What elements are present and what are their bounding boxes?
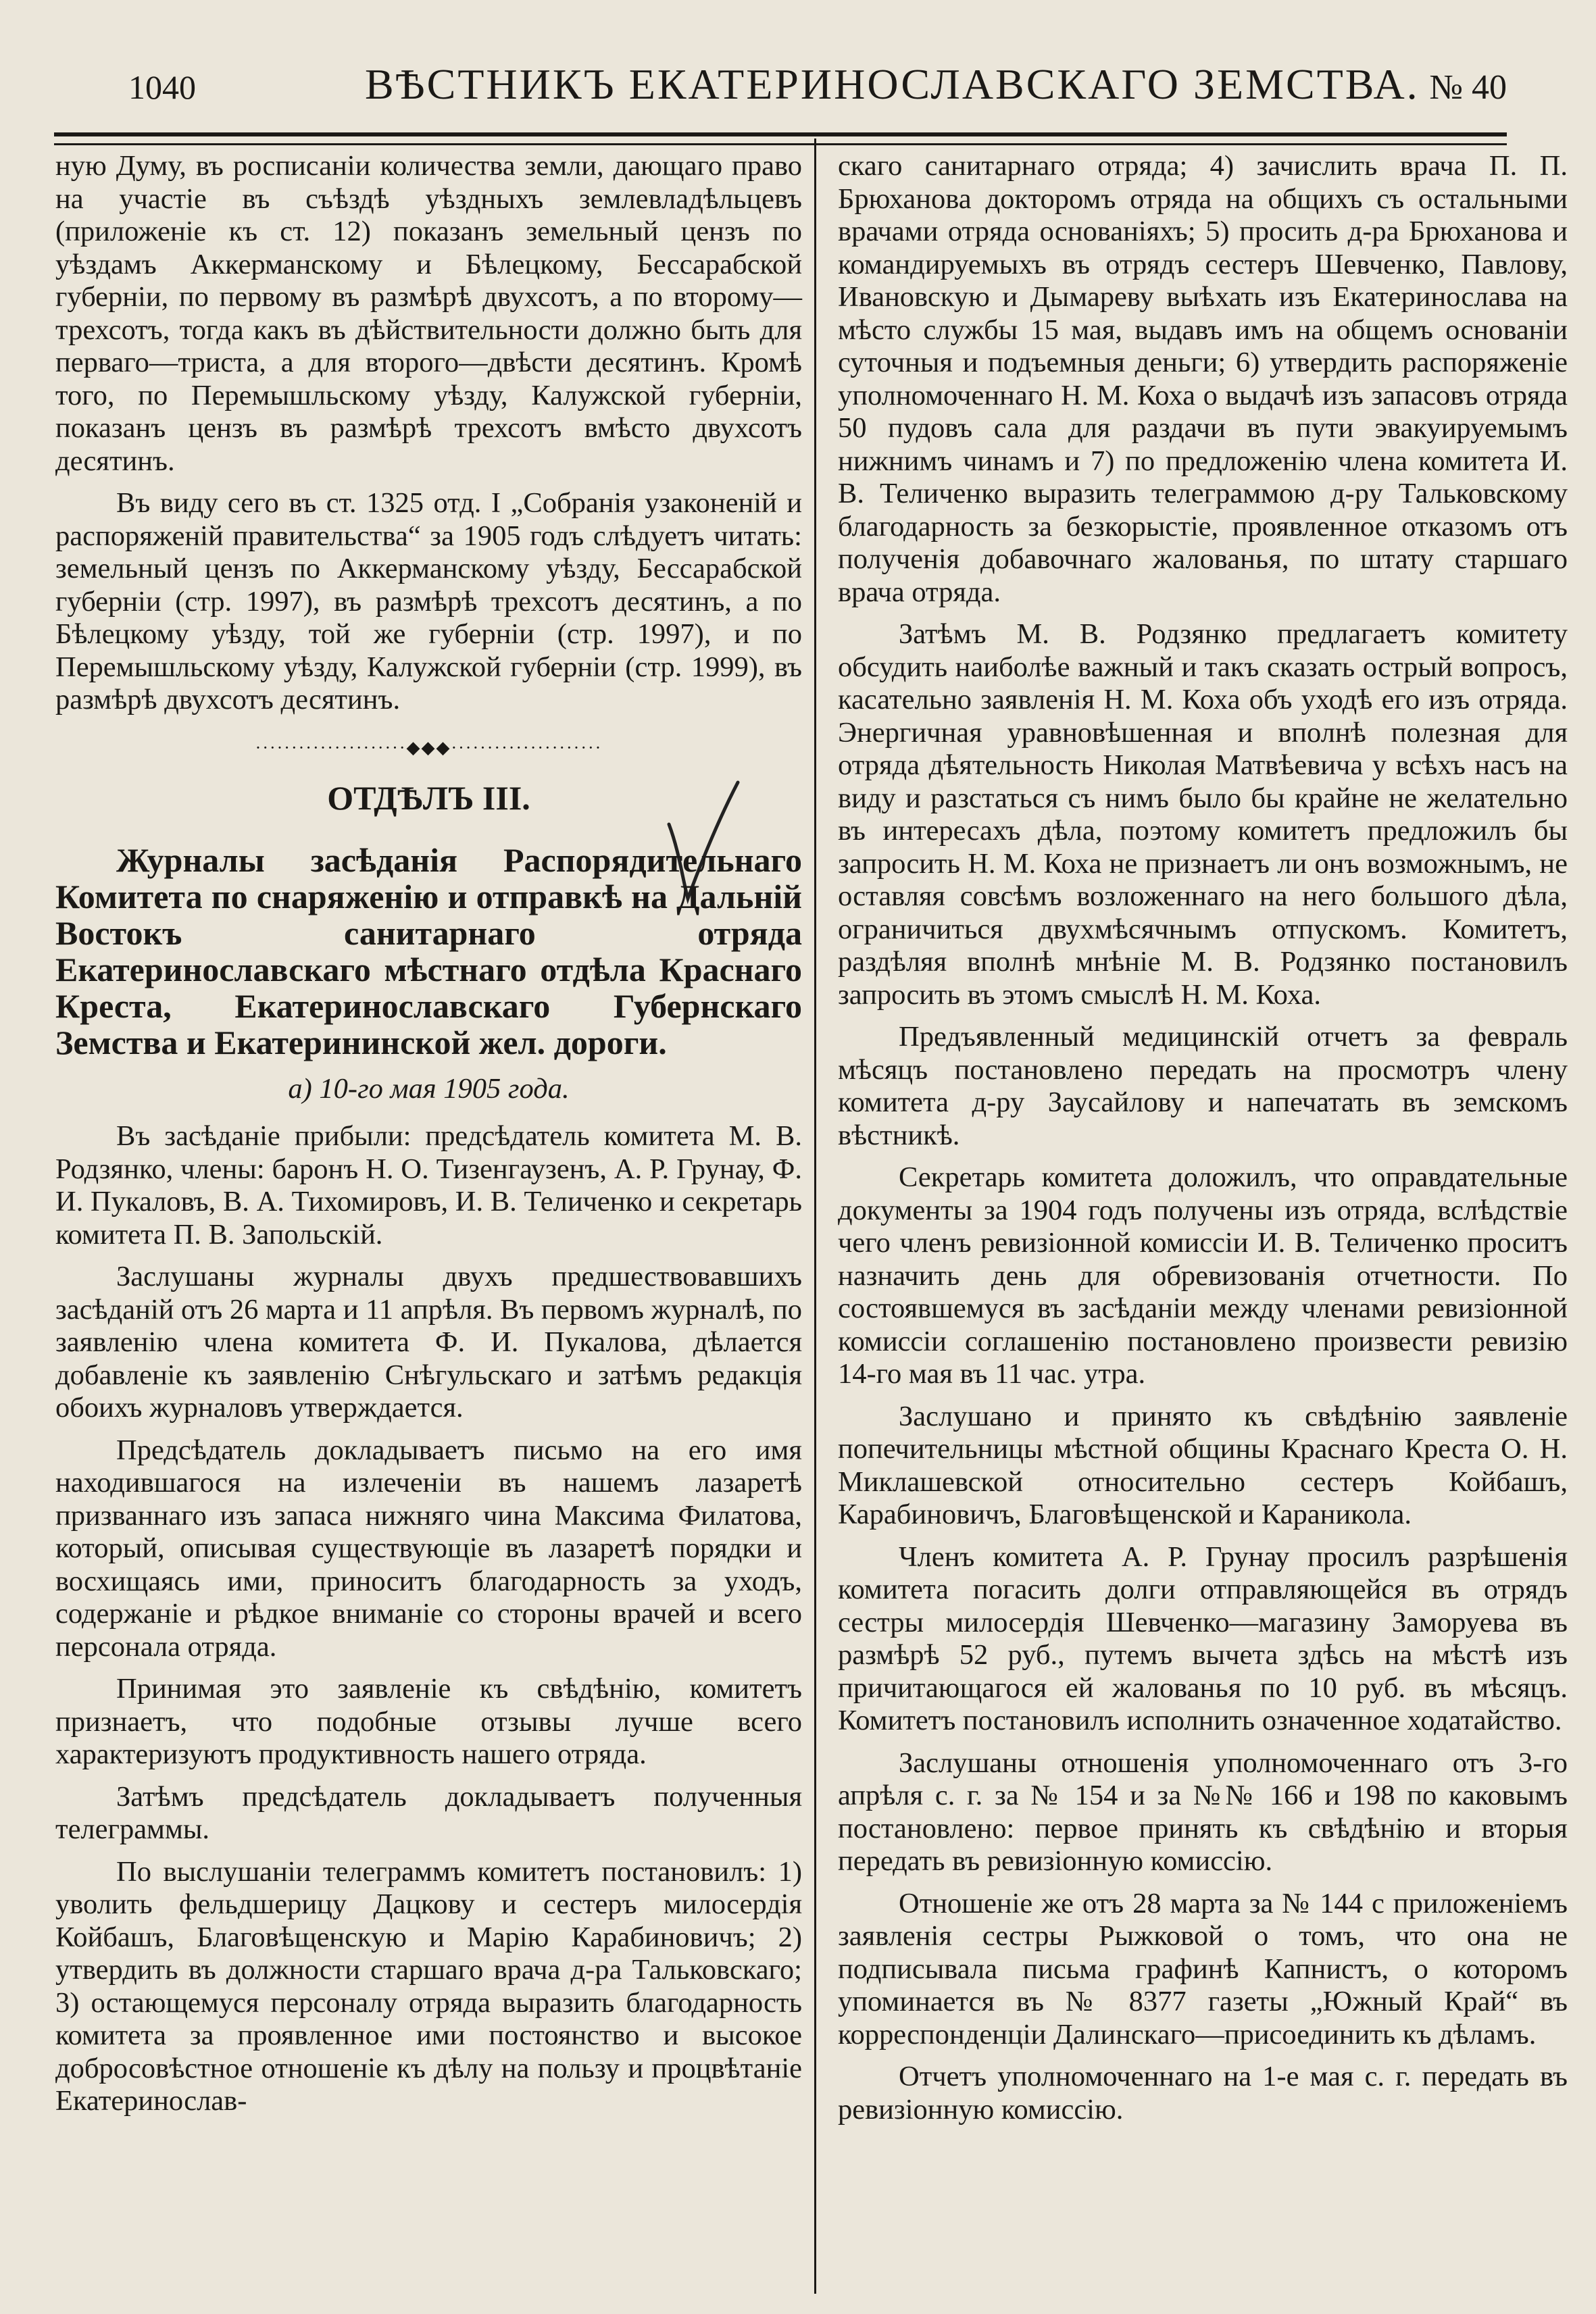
journal-title: ВѢСТНИКЪ ЕКАТЕРИНОСЛАВСКАГО ЗЕМСТВА. [365, 60, 1420, 108]
right-column [838, 150, 1568, 2126]
page-number: 1040 [128, 68, 196, 106]
issue-number: № 40 [1429, 68, 1507, 107]
section-title: ОТДѢЛЪ III. [327, 779, 530, 817]
paragraph: Заслушаны журналы двухъ предшествовавшихъ засѣданій отъ 26 марта и 11 апрѣля. Въ первомъ журналѣ, по заявленію члена комитета Ф. И. Пукалова, дѣлается добавленіе къ заявленію Снѣгульскаго и затѣмъ редакція обоихъ журналовъ утверждается. [55, 1261, 802, 1424]
paragraph: Заслушаны отношенія уполномоченнаго отъ 3-го апрѣля с. г. за № 154 и за №№ 166 и 198 по каковымъ постановлено: первое принять къ свѣдѣнію и вторыя передать въ ревизіонную комиссію. [838, 1746, 1568, 1877]
paragraph: Секретарь комитета доложилъ, что оправдательные документы за 1904 годъ получены изъ отряда, вслѣдствіе чего членъ ревизіонной комиссіи И. В. Теличенко проситъ назначить день для обревизованія отчетности. По состоявшемуся въ засѣданіи между членами ревизіонной комиссіи соглашенію постановлено произвести ревизію 14-го мая въ 11 час. утра. [838, 1161, 1568, 1390]
column-divider [814, 139, 816, 2294]
paragraph: Отношеніе же отъ 28 марта за № 144 с приложеніемъ заявленія сестры Рыжковой о томъ, что она не подписывала письма графинѣ Капнистъ, о которомъ упоминается въ № 8377 газеты „Южный Край“ въ корреспонденціи Далинскаго—присоединить къ дѣламъ. [838, 1887, 1568, 2051]
paragraph: Принимая это заявленіе къ свѣдѣнію, комитетъ признаетъ, что подобные отзывы лучше всего характеризуютъ продуктивность нашего отряда. [55, 1673, 802, 1770]
paragraph: Въ виду сего въ ст. 1325 отд. I „Собранія узаконеній и распоряженій правительства“ за 1905 годъ слѣдуетъ читать: земельный цензъ по Аккерманскому уѣзду, Бессарабской губерніи (стр. 1997), въ размѣрѣ трехсотъ десятинъ, а по Бѣлецкому уѣзду, той же губерніи (стр. 1997), и по Перемышльскому уѣзду, Калужской губерніи (стр. 1999), въ размѣрѣ двухсотъ десятинъ. [55, 487, 802, 715]
paragraph: Въ засѣданіе прибыли: предсѣдатель комитета М. В. Родзянко, члены: баронъ Н. О. Тизенгаузенъ, А. Р. Грунау, Ф. И. Пукаловъ, В. А. Тихомировъ, И. В. Теличенко и секретарь комитета П. В. Запольскій. [55, 1120, 802, 1251]
paragraph: Членъ комитета А. Р. Грунау просилъ разрѣшенія комитета погасить долги отправляющейся въ отрядъ сестры милосердія Шевченко—магазину Заморуева въ размѣрѣ 52 руб., путемъ вычета здѣсь на мѣстѣ изъ причитающагося ей жалованья по 10 руб. въ мѣсяцъ. Комитетъ постановилъ исполнить означенное ходатайство. [838, 1540, 1568, 1736]
header-rule-thick [54, 132, 1507, 136]
meeting-date: а) 10-го мая 1905 года. [288, 1072, 570, 1105]
paragraph: Затѣмъ М. В. Родзянко предлагаетъ комитету обсудить наиболѣе важный и такъ сказать острый вопросъ, касательно заявленія Н. М. Коха объ уходѣ его изъ отряда. Энергичная уравновѣшенная и вполнѣ полезная для отряда дѣятельность Николая Матвѣевича у всѣхъ насъ на виду и разстаться съ нимъ было бы крайне не желательно въ интересахъ дѣла, поэтому комитетъ предложилъ бы запросить Н. М. Коха не признаетъ ли онъ возможнымъ, не оставляя совсѣмъ возложеннаго на него большого дѣла, ограничиться двухмѣсячнымъ отпускомъ. Комитетъ, раздѣляя вполнѣ мнѣніе М. В. Родзянко постановилъ запросить въ этомъ смыслѣ Н. М. Коха. [838, 618, 1568, 1011]
paragraph: Заслушано и принято къ свѣдѣнію заявленіе попечительницы мѣстной общины Краснаго Креста О. Н. Миклашевской относительно сестеръ Койбашъ, Карабиновичъ, Благовѣщенской и Караникола. [838, 1400, 1568, 1530]
left-column [55, 150, 802, 2118]
ornament-divider: ·····················◆◆◆····················· [255, 737, 603, 757]
paragraph: Отчетъ уполномоченнаго на 1-е мая с. г. передать въ ревизіонную комиссію. [838, 2061, 1568, 2126]
header-rule-thin [54, 143, 1507, 145]
page-header [47, 54, 1507, 135]
paragraph: Предъявленный медицинскій отчетъ за февраль мѣсяцъ постановлено передать на просмотръ члену комитета д-ру Заусайлову и напечатать въ земскомъ вѣстникѣ. [838, 1021, 1568, 1151]
paragraph: Предсѣдатель докладываетъ письмо на его имя находившагося на излеченіи въ нашемъ лазаретѣ призваннаго изъ запаса нижняго чина Максима Филатова, который, описывая существующіе въ лазаретѣ порядки и восхищаясь ими, приноситъ благодарность за уходъ, содержаніе и рѣдкое вниманіе со стороны врачей и всего персонала отряда. [55, 1434, 802, 1663]
paragraph: ную Думу, въ росписаніи количества земли, дающаго право на участіе въ съѣздѣ уѣздныхъ землевладѣльцевъ (приложеніе къ ст. 12) показанъ земельный цензъ по уѣздамъ Аккерманскому и Бѣлецкому, Бессарабской губерніи, по первому въ размѣрѣ двухсотъ, а по второму—трехсотъ, тогда какъ въ дѣйствительности должно быть для перваго—триста, а для второго—двѣсти десятинъ. Кромѣ того, по Перемышльскому уѣзду, Калужской губерніи, показанъ цензъ въ размѣрѣ трехсотъ вмѣсто двухсотъ десятинъ. [55, 150, 802, 477]
paragraph: По выслушаніи телеграммъ комитетъ постановилъ: 1) уволить фельдшерицу Дацкову и сестеръ милосердія Койбашъ, Благовѣщенскую и Марію Карабиновичъ; 2) утвердить въ должности старшаго врача д-ра Тальковскаго; 3) остающемуся персоналу отряда выразить благодарность комитета за проявленное ими постоянство и высокое добросовѣстное отношеніе къ дѣлу на пользу и процвѣтаніе Екатеринослав- [55, 1855, 802, 2117]
paragraph: Затѣмъ предсѣдатель докладываетъ полученныя телеграммы. [55, 1780, 802, 1845]
journal-heading: Журналы засѣданія Распорядительнаго Комитета по снаряженію и отправкѣ на Дальній Востокъ санитарнаго отряда Екатеринославскаго мѣстнаго отдѣла Краснаго Креста, Екатеринославскаго Губернскаго Земства и Екатерининской жел. дороги. [55, 840, 802, 1061]
paragraph: скаго санитарнаго отряда; 4) зачислить врача П. П. Брюханова докторомъ отряда на общихъ съ остальными врачами отряда основаніяхъ; 5) просить д-ра Брюханова и командируемыхъ въ отрядъ сестеръ Шевченко, Павлову, Ивановскую и Дымареву выѣхать изъ Екатеринослава на мѣсто службы 15 мая, выдавъ имъ на общемъ основаніи суточныя и подъемныя деньги; 6) утвердить распоряженіе уполномоченнаго Н. М. Коха о выдачѣ изъ запасовъ отряда 50 пудовъ сала для раздачи въ пути эвакуируемымъ нижнимъ чинамъ и 7) по предложенію члена комитета И. В. Теличенко выразить телеграммою д-ру Тальковскому благодарность за безкорыстіе, проявленное отказомъ отъ полученія добавочнаго жалованья, по штату старшаго врача отряда. [838, 150, 1568, 608]
